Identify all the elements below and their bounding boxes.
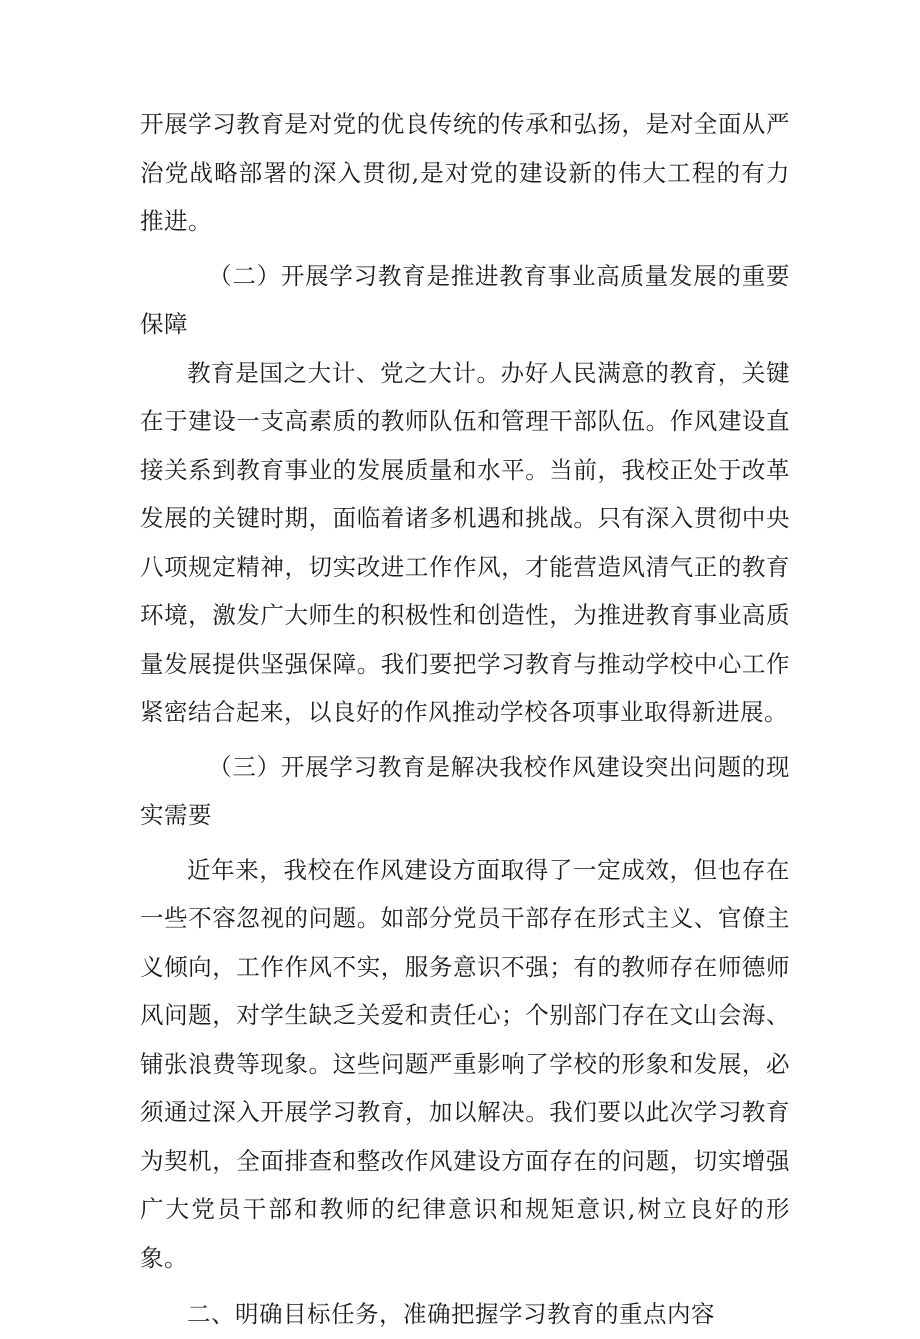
document-body xyxy=(140,100,790,1339)
section-heading-two: （二）开展学习教育是推进教育事业高质量发展的重要保障 xyxy=(140,261,790,338)
paragraph-education-importance: 教育是国之大计、党之大计。办好人民满意的教育，关键在于建设一支高素质的教师队伍和管理干部队伍。作风建设直接关系到教育事业的发展质量和水平。当前，我校正处于改革发展的关键时期，面临着诸多机遇和挑战。只有深入贯彻中央八项规定精神，切实改进工作作风，才能营造风清气正的教育环境，激发广大师生的积极性和创造性，为推进教育事业高质量发展提供坚强保障。我们要把学习教育与推动学校中心工作紧密结合起来，以良好的作风推动学校各项事业取得新进展。 xyxy=(140,358,790,726)
chapter-heading-two: 二、明确目标任务，准确把握学习教育的重点内容 xyxy=(187,1300,715,1328)
paragraph-continued: 开展学习教育是对党的优良传统的传承和弘扬，是对全面从严治党战略部署的深入贯彻,是对党的建设新的伟大工程的有力推进。 xyxy=(140,110,790,235)
paragraph-problems: 近年来，我校在作风建设方面取得了一定成效，但也存在一些不容忽视的问题。如部分党员干部存在形式主义、官僚主义倾向，工作作风不实，服务意识不强；有的教师存在师德师风问题，对学生缺乏关爱和责任心；个别部门存在文山会海、铺张浪费等现象。这些问题严重影响了学校的形象和发展，必须通过深入开展学习教育，加以解决。我们要以此次学习教育为契机，全面排查和整改作风建设方面存在的问题，切实增强广大党员干部和教师的纪律意识和规矩意识,树立良好的形象。 xyxy=(140,855,790,1272)
section-heading-three: （三）开展学习教育是解决我校作风建设突出问题的现实需要 xyxy=(140,752,790,829)
